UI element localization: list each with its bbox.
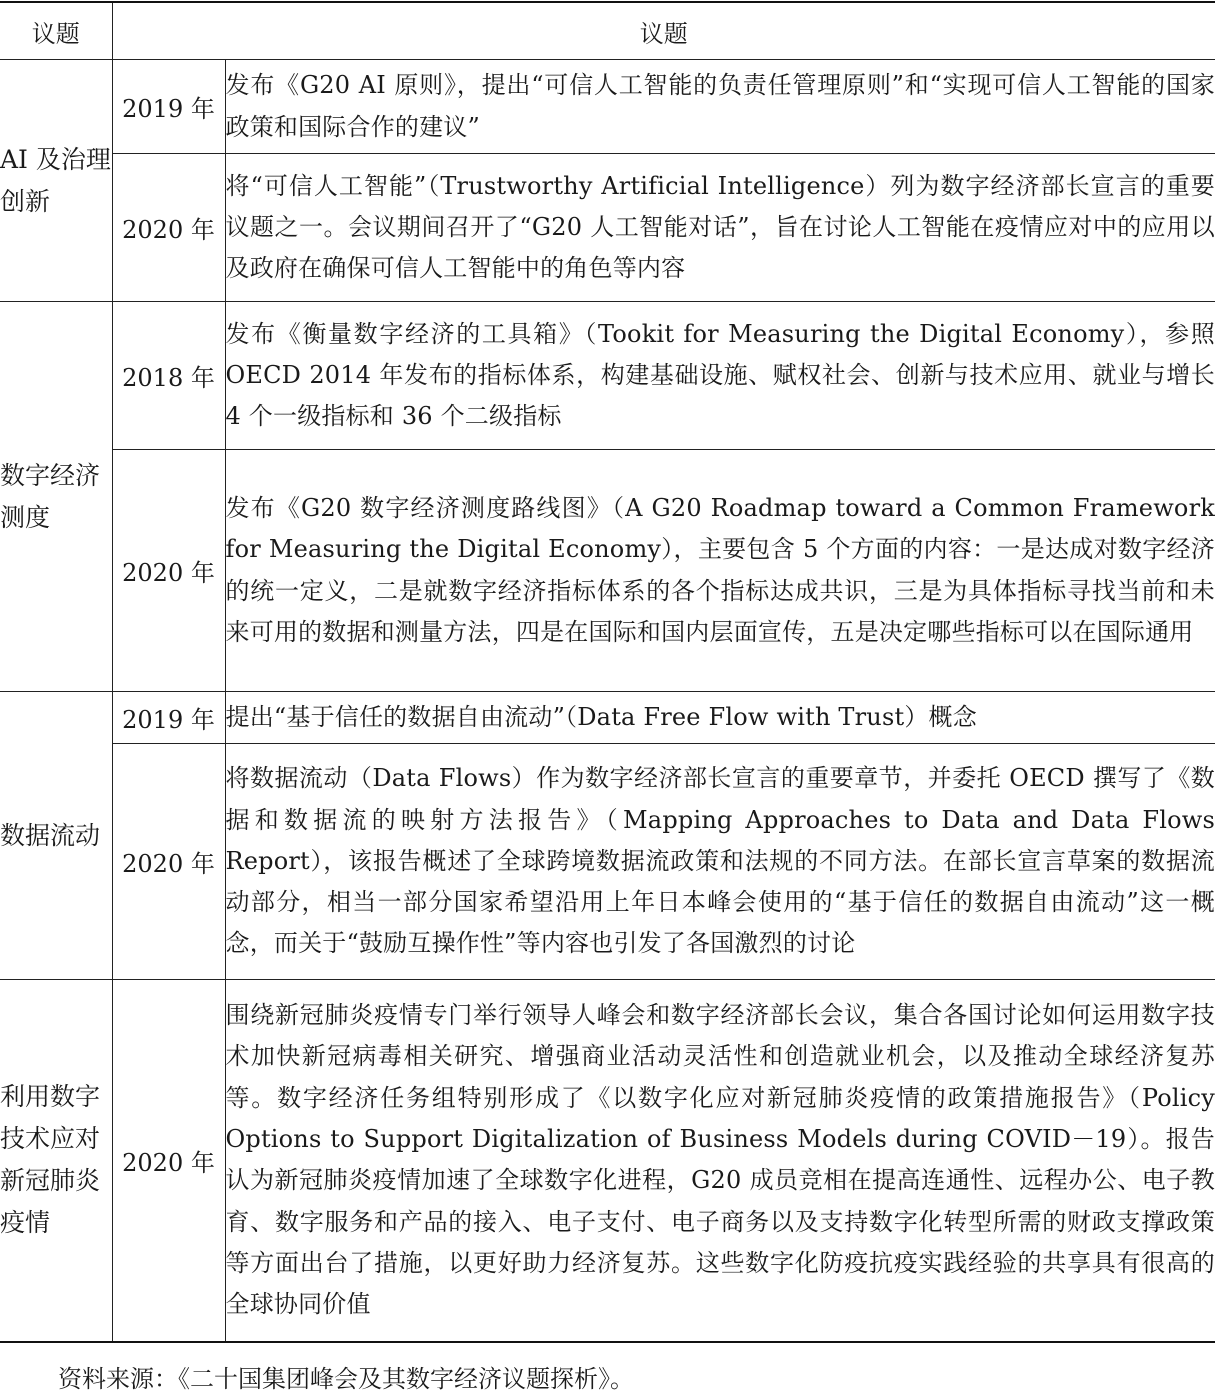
topic-cell: 利用数字技术应对新冠肺炎疫情 <box>0 980 112 1342</box>
topic-cell: AI 及治理创新 <box>0 60 112 302</box>
table-header-row <box>0 2 1215 60</box>
content-cell: 发布《衡量数字经济的工具箱》（Tookit for Measuring the Digital Economy），参照OECD 2014 年发布的指标体系，构建基础设施、赋权社会、创新与技术应用、就业与增长 4 个一级指标和 36 个二级指标 <box>225 302 1215 450</box>
content-cell: 提出“基于信任的数据自由流动”（Data Free Flow with Trust）概念 <box>225 692 1215 744</box>
table-row <box>0 692 1215 744</box>
table-row <box>0 302 1215 450</box>
year-cell: 2019 年 <box>112 60 225 154</box>
table-row <box>0 980 1215 1342</box>
content-cell: 发布《G20 数字经济测度路线图》（A G20 Roadmap toward a Common Framework for Measuring the Digital Economy），主要包含 5 个方面的内容：一是达成对数字经济的统一定义，二是就数字经济指标体系的各个指标达成共识，三是为具体指标寻找当前和未来可用的数据和测量方法，四是在国际和国内层面宣传，五是决定哪些指标可以在国际通用 <box>225 450 1215 692</box>
content-cell: 将“可信人工智能”（Trustworthy Artificial Intelligence）列为数字经济部长宣言的重要议题之一。会议期间召开了“G20 人工智能对话”，旨在讨论人工智能在疫情应对中的应用以及政府在确保可信人工智能中的角色等内容 <box>225 154 1215 302</box>
header-topic: 议题 <box>0 2 112 60</box>
year-cell: 2019 年 <box>112 692 225 744</box>
content-cell: 围绕新冠肺炎疫情专门举行领导人峰会和数字经济部长会议，集合各国讨论如何运用数字技术加快新冠病毒相关研究、增强商业活动灵活性和创造就业机会，以及推动全球经济复苏等。数字经济任务组特别形成了《以数字化应对新冠肺炎疫情的政策措施报告》（Policy Options to Support Digitalization of Business Models during COVID－19）。报告认为新冠肺炎疫情加速了全球数字化进程，G20 成员竞相在提高连通性、远程办公、电子教育、数字服务和产品的接入、电子支付、电子商务以及支持数字化转型所需的财政支撑政策等方面出台了措施，以更好助力经济复苏。这些数字化防疫抗疫实践经验的共享具有很高的全球协同价值 <box>225 980 1215 1342</box>
content-cell: 将数据流动（Data Flows）作为数字经济部长宣言的重要章节，并委托 OECD 撰写了《数据和数据流的映射方法报告》（Mapping Approaches to Data and Data Flows Report），该报告概述了全球跨境数据流政策和法规的不同方法。在部长宣言草案的数据流动部分，相当一部分国家希望沿用上年日本峰会使用的“基于信任的数据自由流动”这一概念，而关于“鼓励互操作性”等内容也引发了各国激烈的讨论 <box>225 744 1215 980</box>
header-topic-detail: 议题 <box>112 2 1215 60</box>
table-row <box>0 60 1215 154</box>
year-cell: 2020 年 <box>112 744 225 980</box>
year-cell: 2018 年 <box>112 302 225 450</box>
year-cell: 2020 年 <box>112 450 225 692</box>
content-cell: 发布《G20 AI 原则》，提出“可信人工智能的负责任管理原则”和“实现可信人工智能的国家政策和国际合作的建议” <box>225 60 1215 154</box>
table-row <box>0 154 1215 302</box>
source-note: 资料来源：《二十国集团峰会及其数字经济议题探析》。 <box>58 1365 634 1393</box>
year-cell: 2020 年 <box>112 154 225 302</box>
table-row <box>0 744 1215 980</box>
year-cell: 2020 年 <box>112 980 225 1342</box>
table-row <box>0 450 1215 692</box>
topic-cell: 数据流动 <box>0 692 112 980</box>
g20-digital-economy-table <box>0 1 1215 1343</box>
topic-cell: 数字经济测度 <box>0 302 112 692</box>
